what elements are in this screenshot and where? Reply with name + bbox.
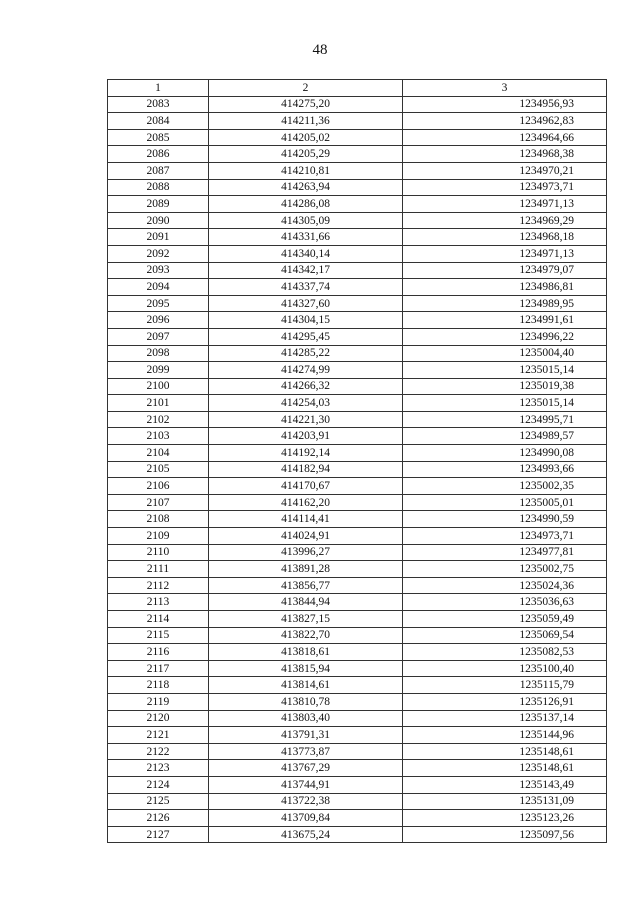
- table-row: [108, 478, 607, 495]
- page-number: 48: [312, 42, 328, 58]
- y-coordinate-cell: 1235115,79: [403, 677, 607, 694]
- y-coordinate-cell: 1235015,14: [403, 362, 607, 379]
- x-coordinate-cell: 414162,20: [209, 494, 403, 511]
- x-coordinate-cell: 414295,45: [209, 328, 403, 345]
- point-number-cell: 2123: [108, 760, 209, 777]
- point-number-cell: 2093: [108, 262, 209, 279]
- table-row: [108, 677, 607, 694]
- table-row: [108, 710, 607, 727]
- y-coordinate-cell: 1235148,61: [403, 760, 607, 777]
- point-number-cell: 2112: [108, 577, 209, 594]
- point-number-cell: 2120: [108, 710, 209, 727]
- table-row: [108, 743, 607, 760]
- point-number-cell: 2099: [108, 362, 209, 379]
- table-row: [108, 378, 607, 395]
- table-row: [108, 162, 607, 179]
- x-coordinate-cell: 414340,14: [209, 245, 403, 262]
- y-coordinate-cell: 1235082,53: [403, 644, 607, 661]
- x-coordinate-cell: 414211,36: [209, 113, 403, 130]
- table-row: [108, 594, 607, 611]
- x-coordinate-cell: 413803,40: [209, 710, 403, 727]
- table-row: [108, 561, 607, 578]
- y-coordinate-cell: 1235148,61: [403, 743, 607, 760]
- y-coordinate-cell: 1234969,29: [403, 212, 607, 229]
- table-row: [108, 611, 607, 628]
- point-number-cell: 2113: [108, 594, 209, 611]
- x-coordinate-cell: 414210,81: [209, 162, 403, 179]
- point-number-cell: 2109: [108, 528, 209, 545]
- x-coordinate-cell: 413815,94: [209, 660, 403, 677]
- x-coordinate-cell: 414327,60: [209, 295, 403, 312]
- y-coordinate-cell: 1235143,49: [403, 776, 607, 793]
- table-row: [108, 644, 607, 661]
- y-coordinate-cell: 1234968,38: [403, 146, 607, 163]
- point-number-cell: 2092: [108, 245, 209, 262]
- point-number-cell: 2114: [108, 611, 209, 628]
- table-row: [108, 511, 607, 528]
- point-number-cell: 2107: [108, 494, 209, 511]
- point-number-cell: 2100: [108, 378, 209, 395]
- point-number-cell: 2094: [108, 279, 209, 296]
- x-coordinate-cell: 413767,29: [209, 760, 403, 777]
- x-coordinate-cell: 413773,87: [209, 743, 403, 760]
- table-row: [108, 528, 607, 545]
- x-coordinate-cell: 413818,61: [209, 644, 403, 661]
- y-coordinate-cell: 1235137,14: [403, 710, 607, 727]
- x-coordinate-cell: 414342,17: [209, 262, 403, 279]
- table-row: [108, 113, 607, 130]
- y-coordinate-cell: 1234971,13: [403, 245, 607, 262]
- table-row: [108, 146, 607, 163]
- point-number-cell: 2124: [108, 776, 209, 793]
- x-coordinate-cell: 414337,74: [209, 279, 403, 296]
- y-coordinate-cell: 1235002,75: [403, 561, 607, 578]
- point-number-cell: 2085: [108, 129, 209, 146]
- x-coordinate-cell: 414024,91: [209, 528, 403, 545]
- table-row: [108, 826, 607, 843]
- y-coordinate-cell: 1234964,66: [403, 129, 607, 146]
- point-number-cell: 2122: [108, 743, 209, 760]
- x-coordinate-cell: 413675,24: [209, 826, 403, 843]
- x-coordinate-cell: 413722,38: [209, 793, 403, 810]
- table-row: [108, 212, 607, 229]
- point-number-cell: 2098: [108, 345, 209, 362]
- y-coordinate-cell: 1234993,66: [403, 461, 607, 478]
- y-coordinate-cell: 1235144,96: [403, 727, 607, 744]
- y-coordinate-cell: 1235069,54: [403, 627, 607, 644]
- coordinates-table: [107, 79, 607, 843]
- y-coordinate-cell: 1235024,36: [403, 577, 607, 594]
- column-header-2: 2: [209, 80, 403, 97]
- table-row: [108, 245, 607, 262]
- point-number-cell: 2103: [108, 428, 209, 445]
- table-body: [108, 96, 607, 843]
- y-coordinate-cell: 1234979,07: [403, 262, 607, 279]
- point-number-cell: 2104: [108, 445, 209, 462]
- x-coordinate-cell: 413744,91: [209, 776, 403, 793]
- table-row: [108, 129, 607, 146]
- point-number-cell: 2108: [108, 511, 209, 528]
- point-number-cell: 2101: [108, 395, 209, 412]
- table-row: [108, 810, 607, 827]
- table-row: [108, 312, 607, 329]
- y-coordinate-cell: 1235015,14: [403, 395, 607, 412]
- y-coordinate-cell: 1235036,63: [403, 594, 607, 611]
- point-number-cell: 2111: [108, 561, 209, 578]
- table-row: [108, 345, 607, 362]
- point-number-cell: 2088: [108, 179, 209, 196]
- point-number-cell: 2084: [108, 113, 209, 130]
- table-row: [108, 295, 607, 312]
- table-row: [108, 727, 607, 744]
- table-row: [108, 693, 607, 710]
- x-coordinate-cell: 414266,32: [209, 378, 403, 395]
- x-coordinate-cell: 413844,94: [209, 594, 403, 611]
- x-coordinate-cell: 414203,91: [209, 428, 403, 445]
- table-row: [108, 577, 607, 594]
- table-row: [108, 395, 607, 412]
- y-coordinate-cell: 1234962,83: [403, 113, 607, 130]
- x-coordinate-cell: 414170,67: [209, 478, 403, 495]
- x-coordinate-cell: 413814,61: [209, 677, 403, 694]
- point-number-cell: 2083: [108, 96, 209, 113]
- x-coordinate-cell: 414286,08: [209, 196, 403, 213]
- table-row: [108, 494, 607, 511]
- x-coordinate-cell: 414304,15: [209, 312, 403, 329]
- point-number-cell: 2106: [108, 478, 209, 495]
- y-coordinate-cell: 1235097,56: [403, 826, 607, 843]
- table-row: [108, 179, 607, 196]
- point-number-cell: 2116: [108, 644, 209, 661]
- y-coordinate-cell: 1234973,71: [403, 179, 607, 196]
- y-coordinate-cell: 1234996,22: [403, 328, 607, 345]
- point-number-cell: 2091: [108, 229, 209, 246]
- y-coordinate-cell: 1235004,40: [403, 345, 607, 362]
- table-row: [108, 544, 607, 561]
- point-number-cell: 2095: [108, 295, 209, 312]
- table-row: [108, 279, 607, 296]
- x-coordinate-cell: 414221,30: [209, 411, 403, 428]
- point-number-cell: 2105: [108, 461, 209, 478]
- table-row: [108, 96, 607, 113]
- point-number-cell: 2086: [108, 146, 209, 163]
- y-coordinate-cell: 1235123,26: [403, 810, 607, 827]
- y-coordinate-cell: 1235100,40: [403, 660, 607, 677]
- x-coordinate-cell: 413810,78: [209, 693, 403, 710]
- x-coordinate-cell: 413827,15: [209, 611, 403, 628]
- point-number-cell: 2125: [108, 793, 209, 810]
- y-coordinate-cell: 1235019,38: [403, 378, 607, 395]
- point-number-cell: 2121: [108, 727, 209, 744]
- x-coordinate-cell: 414254,03: [209, 395, 403, 412]
- x-coordinate-cell: 414263,94: [209, 179, 403, 196]
- y-coordinate-cell: 1234973,71: [403, 528, 607, 545]
- x-coordinate-cell: 414285,22: [209, 345, 403, 362]
- table-row: [108, 793, 607, 810]
- x-coordinate-cell: 414192,14: [209, 445, 403, 462]
- y-coordinate-cell: 1235131,09: [403, 793, 607, 810]
- table-row: [108, 428, 607, 445]
- point-number-cell: 2102: [108, 411, 209, 428]
- point-number-cell: 2097: [108, 328, 209, 345]
- y-coordinate-cell: 1235005,01: [403, 494, 607, 511]
- table-row: [108, 445, 607, 462]
- point-number-cell: 2126: [108, 810, 209, 827]
- table-row: [108, 660, 607, 677]
- x-coordinate-cell: 414331,66: [209, 229, 403, 246]
- table-row: [108, 262, 607, 279]
- table-header-row: [108, 80, 607, 97]
- table-row: [108, 776, 607, 793]
- x-coordinate-cell: 413996,27: [209, 544, 403, 561]
- y-coordinate-cell: 1234986,81: [403, 279, 607, 296]
- point-number-cell: 2096: [108, 312, 209, 329]
- table-row: [108, 411, 607, 428]
- point-number-cell: 2110: [108, 544, 209, 561]
- x-coordinate-cell: 413709,84: [209, 810, 403, 827]
- point-number-cell: 2115: [108, 627, 209, 644]
- y-coordinate-cell: 1235059,49: [403, 611, 607, 628]
- x-coordinate-cell: 414274,99: [209, 362, 403, 379]
- x-coordinate-cell: 414114,41: [209, 511, 403, 528]
- column-header-3: 3: [403, 80, 607, 97]
- column-header-1: 1: [108, 80, 209, 97]
- table-row: [108, 196, 607, 213]
- y-coordinate-cell: 1234971,13: [403, 196, 607, 213]
- x-coordinate-cell: 413891,28: [209, 561, 403, 578]
- point-number-cell: 2119: [108, 693, 209, 710]
- x-coordinate-cell: 414182,94: [209, 461, 403, 478]
- y-coordinate-cell: 1235002,35: [403, 478, 607, 495]
- table-row: [108, 461, 607, 478]
- x-coordinate-cell: 413791,31: [209, 727, 403, 744]
- x-coordinate-cell: 413856,77: [209, 577, 403, 594]
- y-coordinate-cell: 1234990,59: [403, 511, 607, 528]
- y-coordinate-cell: 1234970,21: [403, 162, 607, 179]
- table-row: [108, 229, 607, 246]
- y-coordinate-cell: 1234989,57: [403, 428, 607, 445]
- point-number-cell: 2090: [108, 212, 209, 229]
- table-row: [108, 362, 607, 379]
- point-number-cell: 2127: [108, 826, 209, 843]
- table-row: [108, 627, 607, 644]
- y-coordinate-cell: 1234956,93: [403, 96, 607, 113]
- y-coordinate-cell: 1234995,71: [403, 411, 607, 428]
- x-coordinate-cell: 414205,29: [209, 146, 403, 163]
- y-coordinate-cell: 1234990,08: [403, 445, 607, 462]
- y-coordinate-cell: 1234968,18: [403, 229, 607, 246]
- point-number-cell: 2117: [108, 660, 209, 677]
- x-coordinate-cell: 414305,09: [209, 212, 403, 229]
- point-number-cell: 2087: [108, 162, 209, 179]
- y-coordinate-cell: 1234989,95: [403, 295, 607, 312]
- table-row: [108, 328, 607, 345]
- y-coordinate-cell: 1234991,61: [403, 312, 607, 329]
- x-coordinate-cell: 413822,70: [209, 627, 403, 644]
- point-number-cell: 2118: [108, 677, 209, 694]
- point-number-cell: 2089: [108, 196, 209, 213]
- x-coordinate-cell: 414275,20: [209, 96, 403, 113]
- table-row: [108, 760, 607, 777]
- x-coordinate-cell: 414205,02: [209, 129, 403, 146]
- y-coordinate-cell: 1235126,91: [403, 693, 607, 710]
- y-coordinate-cell: 1234977,81: [403, 544, 607, 561]
